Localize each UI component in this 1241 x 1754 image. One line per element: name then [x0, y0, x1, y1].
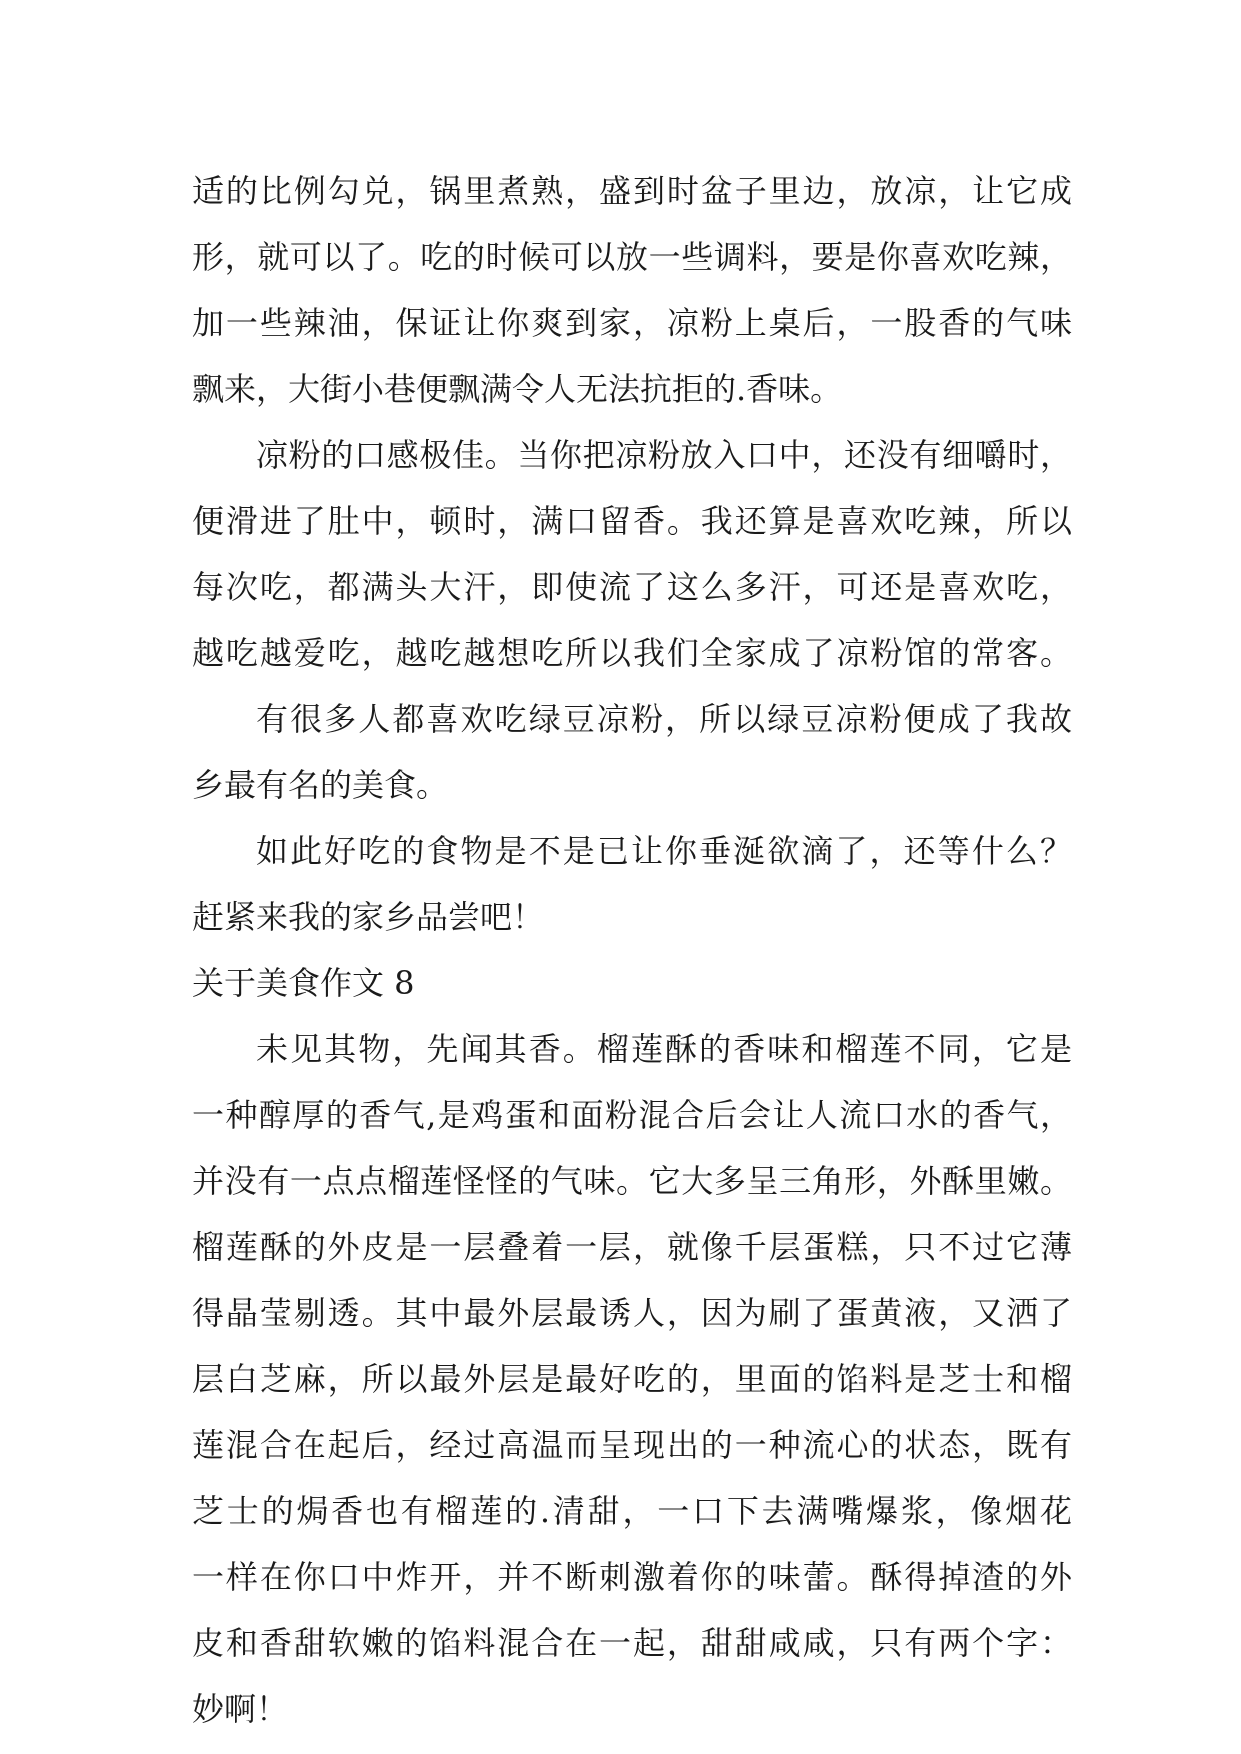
- text-line: 便滑进了肚中，顿时，满口留香。我还算是喜欢吃辣，所以: [192, 502, 1072, 540]
- text-line: 凉粉的口感极佳。当你把凉粉放入口中，还没有细嚼时，: [256, 436, 1072, 474]
- text-line: 有很多人都喜欢吃绿豆凉粉，所以绿豆凉粉便成了我故: [256, 700, 1072, 738]
- text-line: 妙啊！: [192, 1690, 289, 1728]
- text-line: 芝士的焗香也有榴莲的.清甜，一口下去满嘴爆浆，像烟花: [192, 1492, 1072, 1530]
- text-line: 越吃越爱吃，越吃越想吃所以我们全家成了凉粉馆的常客。: [192, 634, 1072, 672]
- text-line: 榴莲酥的外皮是一层叠着一层，就像千层蛋糕，只不过它薄: [192, 1228, 1072, 1266]
- document-body: [192, 158, 1072, 1742]
- text-line: 每次吃，都满头大汗，即使流了这么多汗，可还是喜欢吃，: [192, 568, 1072, 606]
- text-line: 乡最有名的美食。: [192, 766, 449, 804]
- text-line: 得晶莹剔透。其中最外层最诱人，因为刷了蛋黄液，又洒了: [192, 1294, 1072, 1332]
- text-line: 一样在你口中炸开，并不断刺激着你的味蕾。酥得掉渣的外: [192, 1558, 1072, 1596]
- text-line: 赶紧来我的家乡品尝吧！: [192, 898, 545, 936]
- text-line: 如此好吃的食物是不是已让你垂涎欲滴了，还等什么？: [256, 832, 1072, 870]
- text-line: 未见其物，先闻其香。榴莲酥的香味和榴莲不同，它是: [256, 1030, 1072, 1068]
- section-heading: 关于美食作文 8: [192, 964, 415, 1002]
- text-line: 一种醇厚的香气,是鸡蛋和面粉混合后会让人流口水的香气，: [192, 1096, 1072, 1134]
- text-line: 形，就可以了。吃的时候可以放一些调料，要是你喜欢吃辣，: [192, 238, 1072, 276]
- text-line: 飘来，大街小巷便飘满令人无法抗拒的.香味。: [192, 370, 843, 408]
- text-line: 莲混合在起后，经过高温而呈现出的一种流心的状态，既有: [192, 1426, 1072, 1464]
- text-line: 加一些辣油，保证让你爽到家，凉粉上桌后，一股香的气味: [192, 304, 1072, 342]
- text-line: 层白芝麻，所以最外层是最好吃的，里面的馅料是芝士和榴: [192, 1360, 1072, 1398]
- text-line: 适的比例勾兑，锅里煮熟，盛到时盆子里边，放凉，让它成: [192, 172, 1072, 210]
- text-line: 皮和香甜软嫩的馅料混合在一起，甜甜咸咸，只有两个字：: [192, 1624, 1072, 1662]
- text-line: 并没有一点点榴莲怪怪的气味。它大多呈三角形，外酥里嫩。: [192, 1162, 1072, 1200]
